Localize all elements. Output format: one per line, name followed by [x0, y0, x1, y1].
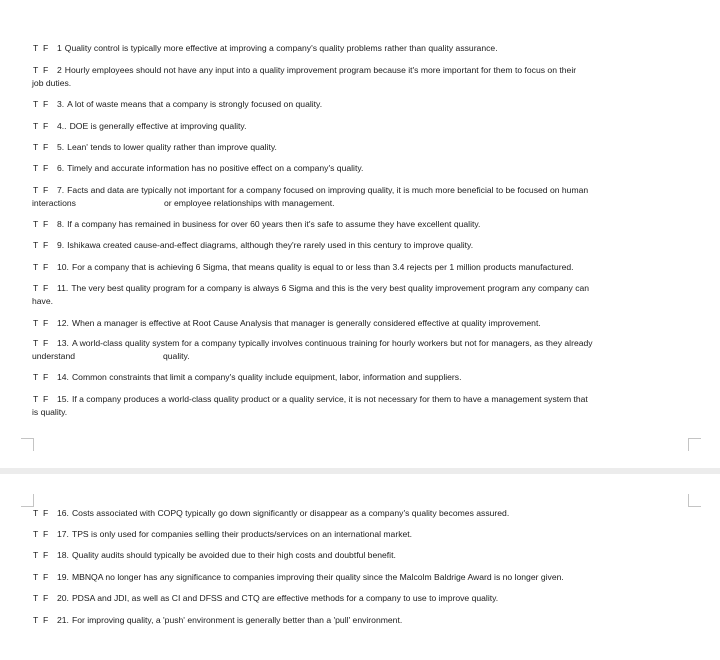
true-option[interactable]: T — [33, 43, 39, 53]
true-option[interactable]: T — [33, 318, 39, 328]
page-corner-mark — [21, 494, 34, 507]
question-3 — [33, 98, 693, 111]
question-text: The very best quality program for a company is always 6 Sigma and this is the very best quality improvement program any company can — [71, 283, 590, 293]
question-text-continuation: interactions — [32, 198, 76, 209]
false-option[interactable]: F — [43, 550, 49, 560]
question-text-continuation: quality. — [163, 351, 190, 362]
false-option[interactable]: F — [43, 529, 49, 539]
question-number: 8. — [57, 219, 65, 229]
question-number: 4.. — [57, 121, 67, 131]
false-option[interactable]: F — [43, 372, 49, 382]
page-corner-mark — [688, 438, 701, 451]
question-text-continuation: or employee relationships with management. — [164, 198, 335, 209]
question-text: Facts and data are typically not important for a company focused on improving quality, it is much more beneficial to be focused on human — [67, 185, 589, 195]
question-text-continuation: understand — [32, 351, 76, 362]
true-option[interactable]: T — [33, 219, 39, 229]
question-text-continuation: job duties. — [32, 78, 72, 89]
false-option[interactable]: F — [43, 338, 49, 348]
false-option[interactable]: F — [43, 615, 49, 625]
question-number: 19. — [57, 572, 69, 582]
question-12 — [33, 317, 693, 330]
question-number: 18. — [57, 550, 69, 560]
question-number: 6. — [57, 163, 65, 173]
false-option[interactable]: F — [43, 163, 49, 173]
question-15 — [33, 393, 693, 420]
true-option[interactable]: T — [33, 65, 39, 75]
question-text: Timely and accurate information has no positive effect on a company's quality. — [67, 163, 364, 173]
true-option[interactable]: T — [33, 615, 39, 625]
page-corner-mark — [21, 438, 34, 451]
question-21 — [33, 614, 693, 627]
false-option[interactable]: F — [43, 219, 49, 229]
true-option[interactable]: T — [33, 185, 39, 195]
question-number: 17. — [57, 529, 69, 539]
question-text: For a company that is achieving 6 Sigma, that means quality is equal to or less than 3.4 rejects per 1 million products manufactured. — [71, 262, 574, 272]
question-14 — [33, 371, 693, 384]
question-text: Ishikawa created cause-and-effect diagrams, although they're rarely used in this century to improve quality. — [67, 240, 474, 250]
question-text: Lean' tends to lower quality rather than improve quality. — [67, 142, 277, 152]
question-text-continuation: is quality. — [32, 407, 68, 418]
question-5 — [33, 141, 693, 154]
question-20 — [33, 592, 693, 605]
question-text: Hourly employees should not have any input into a quality improvement program because it's more important for them to focus on their — [64, 65, 577, 75]
page-corner-mark — [688, 494, 701, 507]
question-text: PDSA and JDI, as well as CI and DFSS and CTQ are effective methods for a company to use to improve quality. — [71, 593, 499, 603]
question-text: Quality audits should typically be avoided due to their high costs and doubtful benefit. — [71, 550, 396, 560]
true-option[interactable]: T — [33, 529, 39, 539]
question-text-continuation: have. — [32, 296, 54, 307]
false-option[interactable]: F — [43, 99, 49, 109]
question-2 — [33, 64, 693, 91]
false-option[interactable]: F — [43, 318, 49, 328]
question-number: 2 — [57, 65, 62, 75]
question-8 — [33, 218, 693, 231]
question-1 — [33, 42, 693, 55]
false-option[interactable]: F — [43, 142, 49, 152]
question-text: When a manager is effective at Root Cause Analysis that manager is generally considered effective at quality improvement. — [71, 318, 541, 328]
false-option[interactable]: F — [43, 283, 49, 293]
question-number: 7. — [57, 185, 65, 195]
question-number: 12. — [57, 318, 69, 328]
question-4 — [33, 120, 693, 133]
question-6 — [33, 162, 693, 175]
question-text: A lot of waste means that a company is strongly focused on quality. — [67, 99, 323, 109]
question-text: TPS is only used for companies selling their products/services on an international market. — [71, 529, 413, 539]
question-text: MBNQA no longer has any significance to companies improving their quality since the Malcolm Baldrige Award is no longer given. — [71, 572, 564, 582]
question-text: If a company has remained in business for over 60 years then it's safe to assume they have excellent quality. — [67, 219, 481, 229]
question-text: Quality control is typically more effective at improving a company's quality problems rather than quality assurance. — [64, 43, 498, 53]
true-option[interactable]: T — [33, 508, 39, 518]
true-option[interactable]: T — [33, 240, 39, 250]
question-number: 9. — [57, 240, 65, 250]
false-option[interactable]: F — [43, 593, 49, 603]
question-number: 20. — [57, 593, 69, 603]
question-number: 14. — [57, 372, 69, 382]
true-option[interactable]: T — [33, 163, 39, 173]
false-option[interactable]: F — [43, 43, 49, 53]
question-7 — [33, 184, 693, 211]
true-option[interactable]: T — [33, 372, 39, 382]
true-option[interactable]: T — [33, 572, 39, 582]
question-number: 21. — [57, 615, 69, 625]
false-option[interactable]: F — [43, 121, 49, 131]
false-option[interactable]: F — [43, 394, 49, 404]
question-number: 10. — [57, 262, 69, 272]
question-number: 15. — [57, 394, 69, 404]
question-number: 1 — [57, 43, 62, 53]
question-10 — [33, 261, 693, 274]
false-option[interactable]: F — [43, 262, 49, 272]
false-option[interactable]: F — [43, 65, 49, 75]
false-option[interactable]: F — [43, 572, 49, 582]
false-option[interactable]: F — [43, 240, 49, 250]
question-16 — [33, 507, 693, 520]
question-11 — [33, 282, 693, 309]
false-option[interactable]: F — [43, 185, 49, 195]
true-option[interactable]: T — [33, 142, 39, 152]
question-text: DOE is generally effective at improving quality. — [69, 121, 247, 131]
true-option[interactable]: T — [33, 99, 39, 109]
question-18 — [33, 549, 693, 562]
true-option[interactable]: T — [33, 121, 39, 131]
question-number: 13. — [57, 338, 69, 348]
false-option[interactable]: F — [43, 508, 49, 518]
question-number: 11. — [57, 283, 69, 293]
true-option[interactable]: T — [33, 262, 39, 272]
question-number: 5. — [57, 142, 65, 152]
question-13 — [33, 337, 693, 364]
question-text: For improving quality, a 'push' environment is generally better than a 'pull' environment. — [71, 615, 403, 625]
true-option[interactable]: T — [33, 394, 39, 404]
true-option[interactable]: T — [33, 593, 39, 603]
true-option[interactable]: T — [33, 283, 39, 293]
document-page-2 — [0, 474, 720, 660]
question-text: Common constraints that limit a company's quality include equipment, labor, information and suppliers. — [71, 372, 462, 382]
question-9 — [33, 239, 693, 252]
question-text: If a company produces a world-class quality product or a quality service, it is not necessary for them to have a management system that — [71, 394, 588, 404]
question-number: 3. — [57, 99, 65, 109]
true-option[interactable]: T — [33, 550, 39, 560]
question-text: Costs associated with COPQ typically go down significantly or disappear as a company's quality becomes assured. — [71, 508, 510, 518]
true-option[interactable]: T — [33, 338, 39, 348]
question-19 — [33, 571, 693, 584]
question-17 — [33, 528, 693, 541]
question-text: A world-class quality system for a company typically involves continuous training for hourly workers but not for managers, as they already — [71, 338, 593, 348]
question-number: 16. — [57, 508, 69, 518]
